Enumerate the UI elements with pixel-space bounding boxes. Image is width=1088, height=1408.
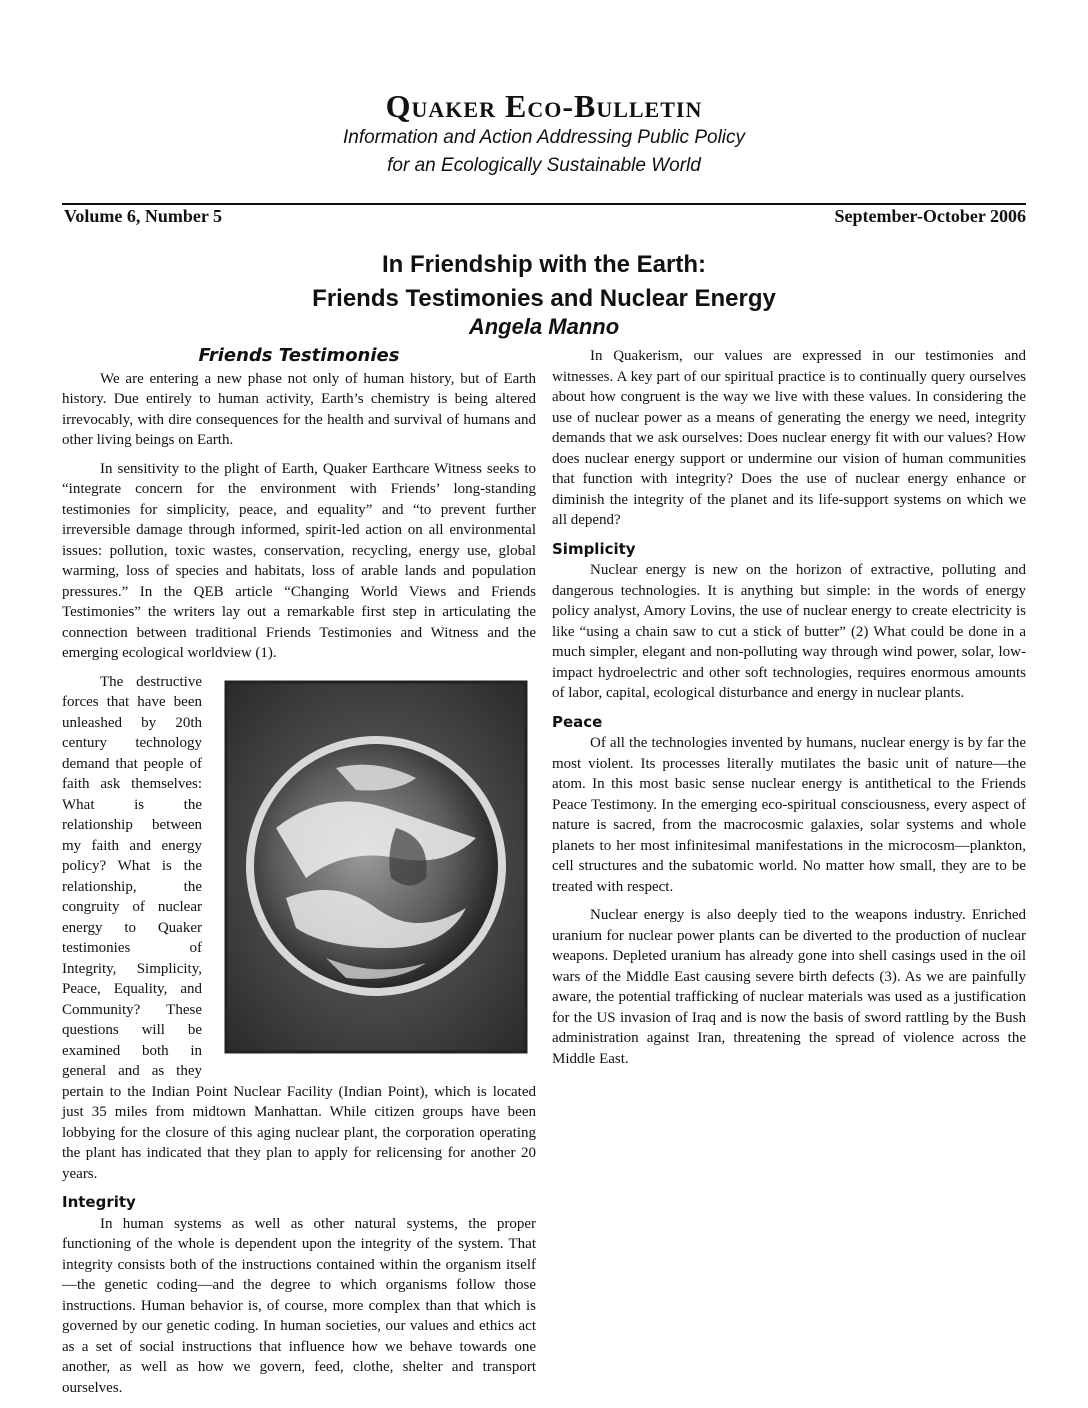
earth-globe-image — [216, 678, 536, 1064]
paragraph: In human systems as well as other natural systems, the proper functioning of the whole is dependent upon the integrity of the system. That integrity consists both of the instructions contained within the organism itself—the genetic coding—and the degree to which organisms follow those instructions. Human behavior is, of course, more complex than that which is governed by our genetic coding. In human societies, our values and ethics act as a set of social instructions that influence how we behave towards one another, as well as how we govern, feed, clothe, shelter and transport ourselves. — [62, 1215, 536, 1396]
earth-globe-illustration — [216, 678, 536, 1064]
paragraph: In sensitivity to the plight of Earth, Quaker Earthcare Witness seeks to “integrate concern for the environment with Friends’ long-standing testimonies for simplicity, peace, and equality” and “to prevent further irreversible damage through informed, spirit-led action on all environmental issues: pollution, toxic wastes, conservation, recycling, energy use, global warming, loss of species and habitats, loss of arable lands and population pressures.” In the QEB article “Changing World Views and Friends Testimonies” the writers lay out a remarkable first step in articulating the connection between traditional Friends Testimonies and Witness and the emerging ecological worldview (1). — [62, 460, 536, 661]
section-heading-integrity: Integrity — [62, 1193, 136, 1211]
article-title — [0, 248, 1088, 316]
masthead-rule — [62, 203, 1026, 205]
right-column — [552, 346, 1026, 1077]
bulletin-subtitle-line1: Information and Action Addressing Public Policy — [342, 127, 746, 148]
article-title-line1: In Friendship with the Earth: — [382, 251, 706, 278]
article-author: Angela Manno — [468, 314, 620, 339]
issue-date: September-October 2006 — [834, 206, 1026, 226]
paragraph: We are entering a new phase not only of human history, but of Earth history. Due entirely to human activity, Earth’s chemistry is being altered irrevocably, with dire consequences for the health and survival of humans and other living beings on Earth. — [62, 370, 536, 448]
masthead — [0, 88, 1088, 180]
section-heading-simplicity: Simplicity — [552, 539, 636, 558]
bulletin-title: Quaker Eco-Bulletin — [385, 88, 703, 124]
section-heading-peace: Peace — [552, 712, 603, 731]
article-title-line2: Friends Testimonies and Nuclear Energy — [312, 285, 776, 312]
paragraph: Nuclear energy is new on the horizon of extractive, polluting and dangerous technologies. It is anything but simple: in the words of energy policy analyst, Amory Lovins, the use of nuclear energy to create electricity is like “using a chain saw to cut a stick of butter” (2) What could be done in a much simpler, elegant and non-polluting way through wind power, solar, low-impact hydroelectric and other soft technologies, requires enormous amounts of labor, capital, ecological disturbance and energy in nuclear plants. — [552, 562, 1026, 701]
issue-volume: Volume 6, Number 5 — [64, 206, 223, 226]
paragraph: In Quakerism, our values are expressed in our testimonies and witnesses. A key part of our spiritual practice is to continually query ourselves about how congruent is the way we live with these values. In considering the use of nuclear power as a means of generating the energy we need, integrity demands that we ask ourselves: Does nuclear energy fit with our values? How does nuclear energy support or undermine our vision of human communities that function with integrity? Does the use of nuclear energy enhance or diminish the integrity of the planet and its life-support systems on which we all depend? — [552, 348, 1026, 528]
paragraph: Of all the technologies invented by humans, nuclear energy is by far the most violent. Its processes literally mutilates the basic unit of nature—the atom. In this most basic sense nuclear energy is antithetical to the Friends Peace Testimony. In the emerging eco-spiritual consciousness, every aspect of nature is sacred, from the macrocosmic galaxies, solar systems and whole planets to her most infinitesimal manifestations in the microcosm—plankton, cell structures and the subatomic world. No matter how small, they are to be treated with respect. — [552, 735, 1026, 895]
section-heading-friends-testimonies: Friends Testimonies — [198, 345, 400, 366]
bulletin-subtitle-line2: for an Ecologically Sustainable World — [387, 155, 701, 176]
left-column — [62, 346, 536, 1406]
paragraph: Nuclear energy is also deeply tied to the weapons industry. Enriched uranium for nuclear power plants can be diverted to the production of nuclear weapons. Depleted uranium has already gone into shell casings used in the oil wars of the Middle East causing severe birth defects (3). As we are painfully aware, the potential trafficking of nuclear materials was used as a justification for the US invasion of Iraq and is now the basis of sword rattling by the Bush administration against Iran, threatening the spread of violence across the Middle East. — [552, 907, 1026, 1067]
paragraph: The destructive forces that have been unleashed by 20th century technology demand that people of faith ask themselves: What is the relationship between my faith and energy policy? What is the relationship, the congruity of nuclear energy to Quaker testimonies of Integrity, Simplicity, Peace, Equality, and Community? These questions will be examined both in general and as they pertain to the Indian Point Nuclear Facility (Indian Point), which is located just 35 miles from midtown Manhattan. While citizen groups have been lobbying for the closure of this aging nuclear plant, the corporation operating the plant has indicated that they plan to apply for relicensing for another 20 years. — [62, 673, 536, 1182]
